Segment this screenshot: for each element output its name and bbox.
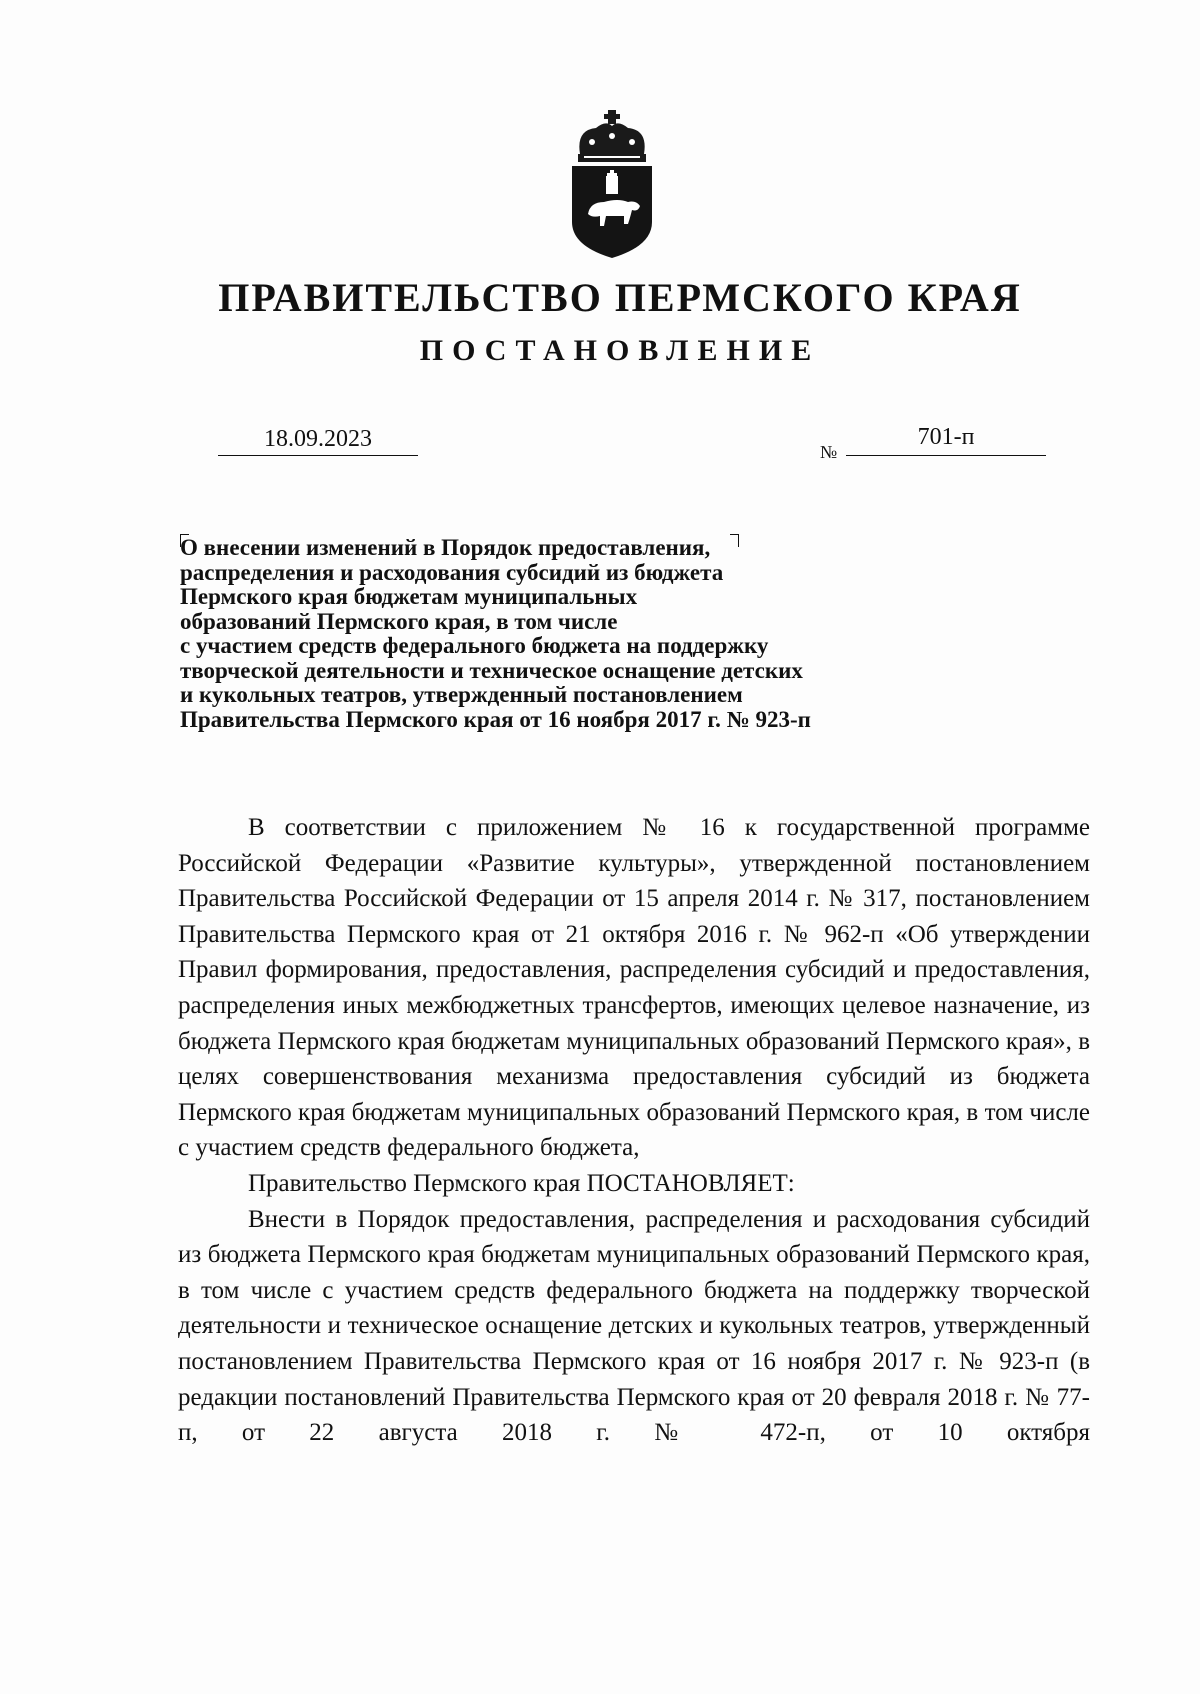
body-paragraph: Правительство Пермского края ПОСТАНОВЛЯЕТ: xyxy=(248,1169,795,1197)
subject-line: и кукольных театров, утвержденный постановлением xyxy=(180,682,743,707)
body-paragraph: Внести в Порядок предоставления, распределения и расходования субсидий из бюджета Пермского края бюджетам муниципальных образований Пермского края, в том числе с участием средств федерального бюджета на поддержку творческой деятельности и техническое оснащение детских и кукольных театров, утвержденный постановлением Правительства Пермского края от 16 ноября 2017 г. № 923-п (в редакции постановлений Правительства Пермского края от 20 февраля 2018 г. № 77-п, от 22 августа 2018 г. № 472-п, от 10 октября xyxy=(178,1205,1090,1447)
number-label: № xyxy=(820,442,838,462)
document-subject xyxy=(180,536,980,732)
coat-of-arms-icon xyxy=(566,110,658,260)
subject-line: образований Пермского края, в том числе xyxy=(180,608,618,634)
organization-title: ПРАВИТЕЛЬСТВО ПЕРМСКОГО КРАЯ xyxy=(218,275,1022,320)
document-number: 701-п xyxy=(846,424,1046,456)
subject-line: творческой деятельности и техническое оснащение детских xyxy=(180,657,803,683)
document-body xyxy=(178,810,1090,1451)
subject-line: О внесении изменений в Порядок предоставления, xyxy=(180,535,711,560)
subject-line: с участием средств федерального бюджета на поддержку xyxy=(180,633,769,658)
document-type: ПОСТАНОВЛЕНИЕ xyxy=(419,334,821,367)
body-paragraph: В соответствии с приложением № 16 к государственной программе Российской Федерации «Развитие культуры», утвержденной постановлением Правительства Российской Федерации от 15 апреля 2014 г. № 317, постановлением Правительства Пермского края от 21 октября 2016 г. № 962-п «Об утверждении Правил формирования, предоставления, распределения субсидий и предоставления, распределения иных межбюджетных трансфертов, имеющих целевое назначение, из бюджета Пермского края бюджетам муниципальных образований Пермского края», в целях совершенствования механизма предоставления субсидий из бюджета Пермского края бюджетам муниципальных образований Пермского края, в том числе с участием средств федерального бюджета, xyxy=(178,814,1090,1162)
subject-line: Правительства Пермского края от 16 ноября 2017 г. № 923-п xyxy=(180,706,811,732)
document-date: 18.09.2023 xyxy=(218,426,418,456)
subject-line: Пермского края бюджетам муниципальных xyxy=(180,584,638,609)
subject-line: распределения и расходования субсидий из бюджета xyxy=(180,559,724,585)
